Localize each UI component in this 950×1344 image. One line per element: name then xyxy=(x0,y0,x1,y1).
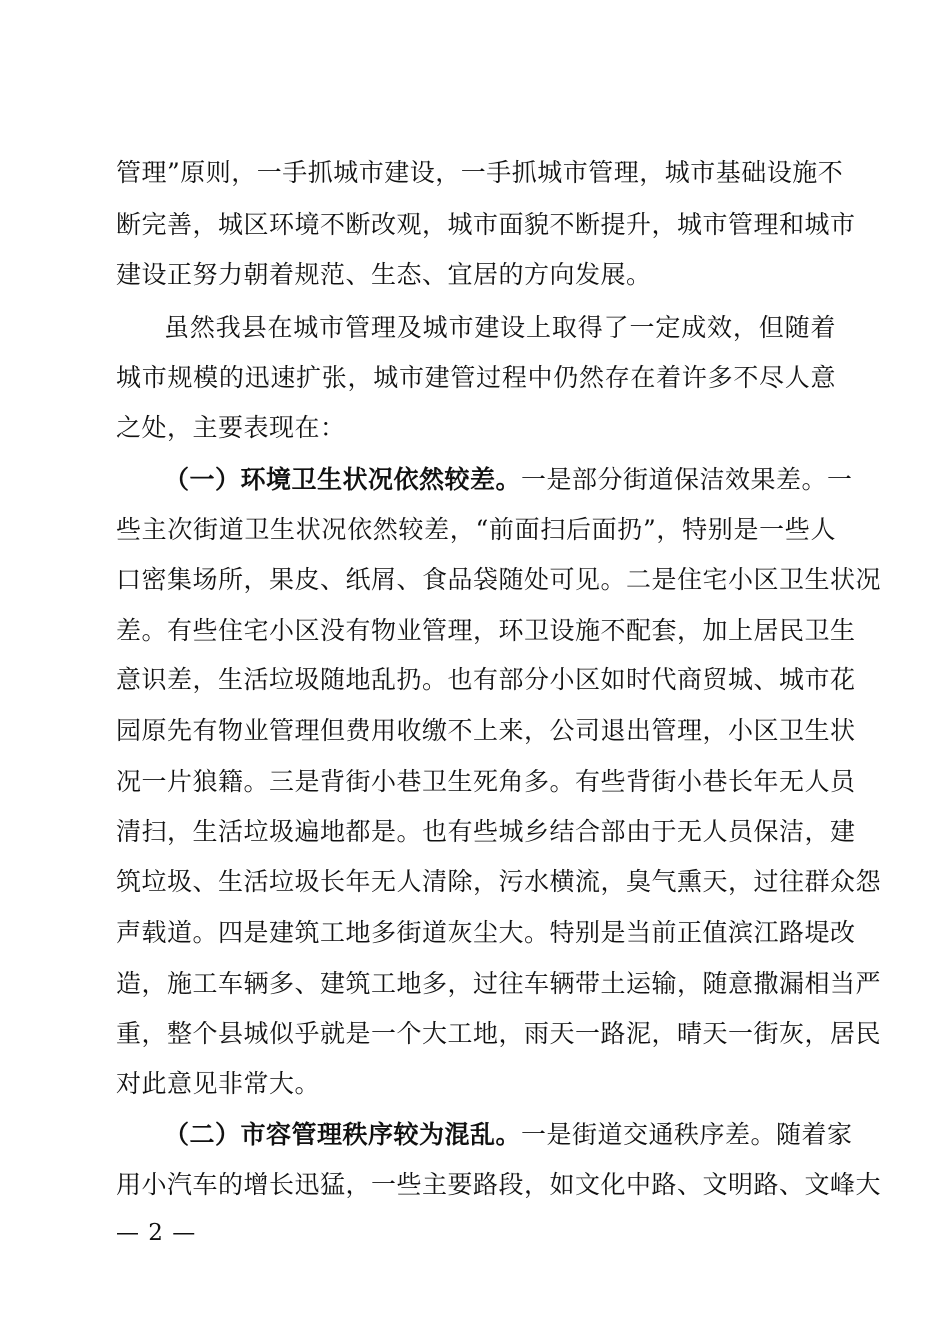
section-2-line-1 xyxy=(164,1120,853,1150)
section-1-line-1 xyxy=(164,465,853,495)
section-1-line-7: 况一片狼籍。三是背街小巷卫生死角多。有些背街小巷长年无人员 xyxy=(116,767,856,796)
section-1-line-1-text: 一是部分街道保洁效果差。一 xyxy=(521,465,853,494)
section-1-line-10: 声载道。四是建筑工地多街道灰尘大。特别是当前正值滨江路堤改 xyxy=(116,918,856,947)
paragraph-1-line-1: 管理”原则，一手抓城市建设，一手抓城市管理，城市基础设施不 xyxy=(116,158,844,187)
paragraph-1-line-2: 断完善，城区环境不断改观，城市面貌不断提升，城市管理和城市 xyxy=(116,210,856,239)
section-1-line-4: 差。有些住宅小区没有物业管理，环卫设施不配套，加上居民卫生 xyxy=(116,616,856,645)
section-2-line-2: 用小汽车的增长迅猛，一些主要路段，如文化中路、文明路、文峰大 xyxy=(116,1170,882,1199)
section-1-line-5: 意识差，生活垃圾随地乱扔。也有部分小区如时代商贸城、城市花 xyxy=(116,665,856,694)
section-1-line-11: 造，施工车辆多、建筑工地多，过往车辆带土运输，随意撒漏相当严 xyxy=(116,969,882,998)
section-1-line-6: 园原先有物业管理但费用收缴不上来，公司退出管理，小区卫生状 xyxy=(116,716,856,745)
section-1-line-3: 口密集场所，果皮、纸屑、食品袋随处可见。二是住宅小区卫生状况 xyxy=(116,565,882,594)
section-1-line-12: 重，整个县城似乎就是一个大工地，雨天一路泥，晴天一街灰，居民 xyxy=(116,1019,882,1048)
section-1-heading: （一）环境卫生状况依然较差。 xyxy=(164,465,522,494)
section-1-line-9: 筑垃圾、生活垃圾长年无人清除，污水横流，臭气熏天，过往群众怨 xyxy=(116,867,882,896)
page-number: — 2 — xyxy=(116,1220,197,1246)
paragraph-2-line-1: 虽然我县在城市管理及城市建设上取得了一定成效，但随着 xyxy=(164,313,836,342)
paragraph-2-line-2: 城市规模的迅速扩张，城市建管过程中仍然存在着许多不尽人意 xyxy=(116,363,836,392)
paragraph-1-line-3: 建设正努力朝着规范、生态、宜居的方向发展。 xyxy=(116,260,652,289)
section-1-line-2: 些主次街道卫生状况依然较差，“前面扫后面扔”，特别是一些人 xyxy=(116,515,836,544)
section-1-line-13: 对此意见非常大。 xyxy=(116,1069,321,1098)
paragraph-2-line-3: 之处，主要表现在： xyxy=(116,413,346,442)
section-2-heading: （二）市容管理秩序较为混乱。 xyxy=(164,1120,522,1149)
section-2-line-1-text: 一是街道交通秩序差。随着家 xyxy=(521,1120,853,1149)
section-1-line-8: 清扫，生活垃圾遍地都是。也有些城乡结合部由于无人员保洁，建 xyxy=(116,817,856,846)
